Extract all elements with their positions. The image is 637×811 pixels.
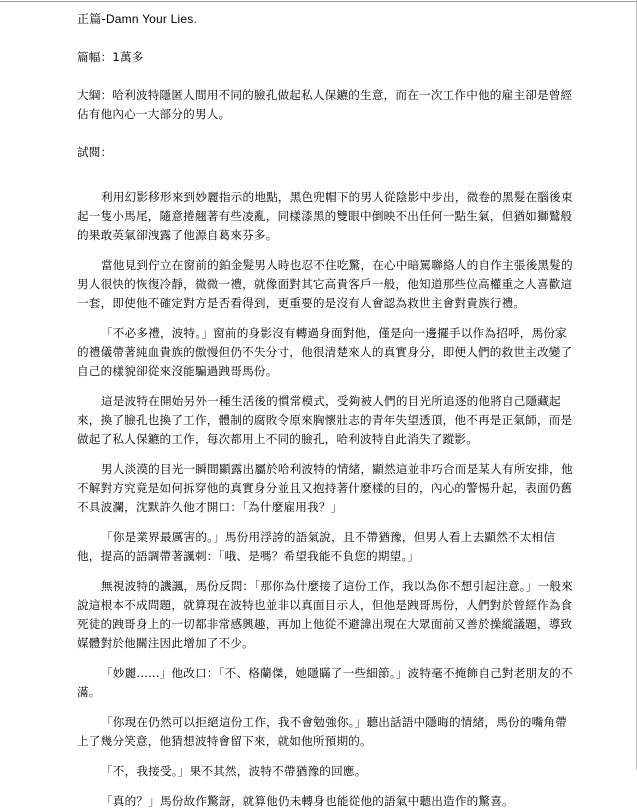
paragraph: 無視波特的譏諷，馬份反問：「那你為什麼接了這份工作，我以為你不想引起注意。」一般來說這根本不成問題，就算現在波特也並非以真面目示人，但他是跩哥馬份，人們對於曾經作為食死徒的跩哥身上的一切都非常感興趣，再加上他從不避諱出現在大眾面前又善於操縱議題，導致媒體對於他關注因此增加了不少。: [77, 579, 573, 650]
document-title: [77, 10, 577, 29]
page-top-border: [0, 1, 637, 2]
paragraph: 「妙麗......」他改口：「不、格蘭傑，她隱瞞了一些細節。」波特毫不掩飾自己對老朋友的不滿。: [77, 666, 573, 699]
paragraph: 「不，我接受。」果不其然，波特不帶猶豫的回應。: [101, 764, 367, 778]
trial-heading: 試閱：: [77, 145, 113, 159]
title-prefix: 正篇-: [77, 12, 106, 26]
paragraph: 當他見到佇立在窗前的鉑金髮男人時也忍不住吃驚，在心中暗罵聯絡人的自作主張後黑髮的男人很快的恢復冷靜，微微一禮，就像面對其它高貴客戶一般，他知道那些位高權重之人喜歡這一套，即使他不確定對方是否看得到，更重要的是沒有人會認為救世主會對貴族行禮。: [77, 258, 573, 310]
paragraph: 「你是業界最厲害的。」馬份用浮誇的語氣說，且不帶猶豫，但男人看上去顯然不太相信他，提高的語調帶著諷刺：「哦、是嗎？希望我能不負您的期望。」: [77, 530, 556, 563]
synopsis: 大綱：哈利波特隱匿人間用不同的臉孔做起私人保鑣的生意，而在一次工作中他的雇主卻是曾經佔有他內心一大部分的男人。: [77, 88, 573, 121]
length-line: 篇幅：1萬多: [77, 50, 144, 64]
paragraph: 「不必多禮，波特。」窗前的身影沒有轉過身面對他，僅是向一邊擺手以作為招呼，馬份家的禮儀帶著純血貴族的傲慢但仍不失分寸，他很清楚來人的真實身分，即便人們的救世主改變了自己的樣貌卻從來沒能騙過跩哥馬份。: [77, 326, 573, 378]
document-body: [77, 10, 577, 811]
paragraph: 男人淡漠的目光一瞬間顯露出屬於哈利波特的情緒，顯然這並非巧合而是某人有所安排，他不解對方究竟是如何拆穿他的真實身分並且又抱持著什麼樣的目的，內心的警惕升起，表面仍舊不具波瀾，沈默許久他才開口：「為什麼雇用我？」: [77, 462, 573, 514]
paragraph: 「真的？」馬份故作驚訝，就算他仍未轉身也能從他的語氣中聽出造作的驚喜。: [101, 794, 514, 808]
paragraph: 這是波特在開始另外一種生活後的慣常模式，受夠被人們的目光所追逐的他將自己隱藏起來，換了臉孔也換了工作，體制的腐敗令原來胸懷壯志的青年失望透頂，他不再是正氣師，而是做起了私人保鑣的工作，每次都用上不同的臉孔，哈利波特自此消失了蹤影。: [77, 394, 573, 446]
paragraph: 「你現在仍然可以拒絕這份工作，我不會勉強你。」聽出話語中隱晦的情緒，馬份的嘴角帶上了幾分笑意，他猜想波特會留下來，就如他所預期的。: [77, 715, 567, 748]
title-english: Damn Your Lies.: [105, 12, 197, 26]
paragraph: 利用幻影移形來到妙麗指示的地點，黑色兜帽下的男人從陰影中步出，微卷的黑髮在腦後束起一隻小馬尾，隨意捲翹著有些凌亂，同樣漆黑的雙眼中倒映不出任何一點生氣，但猶如獅鷲般的果敢英氣卻洩露了他源自葛來芬多。: [77, 190, 573, 242]
